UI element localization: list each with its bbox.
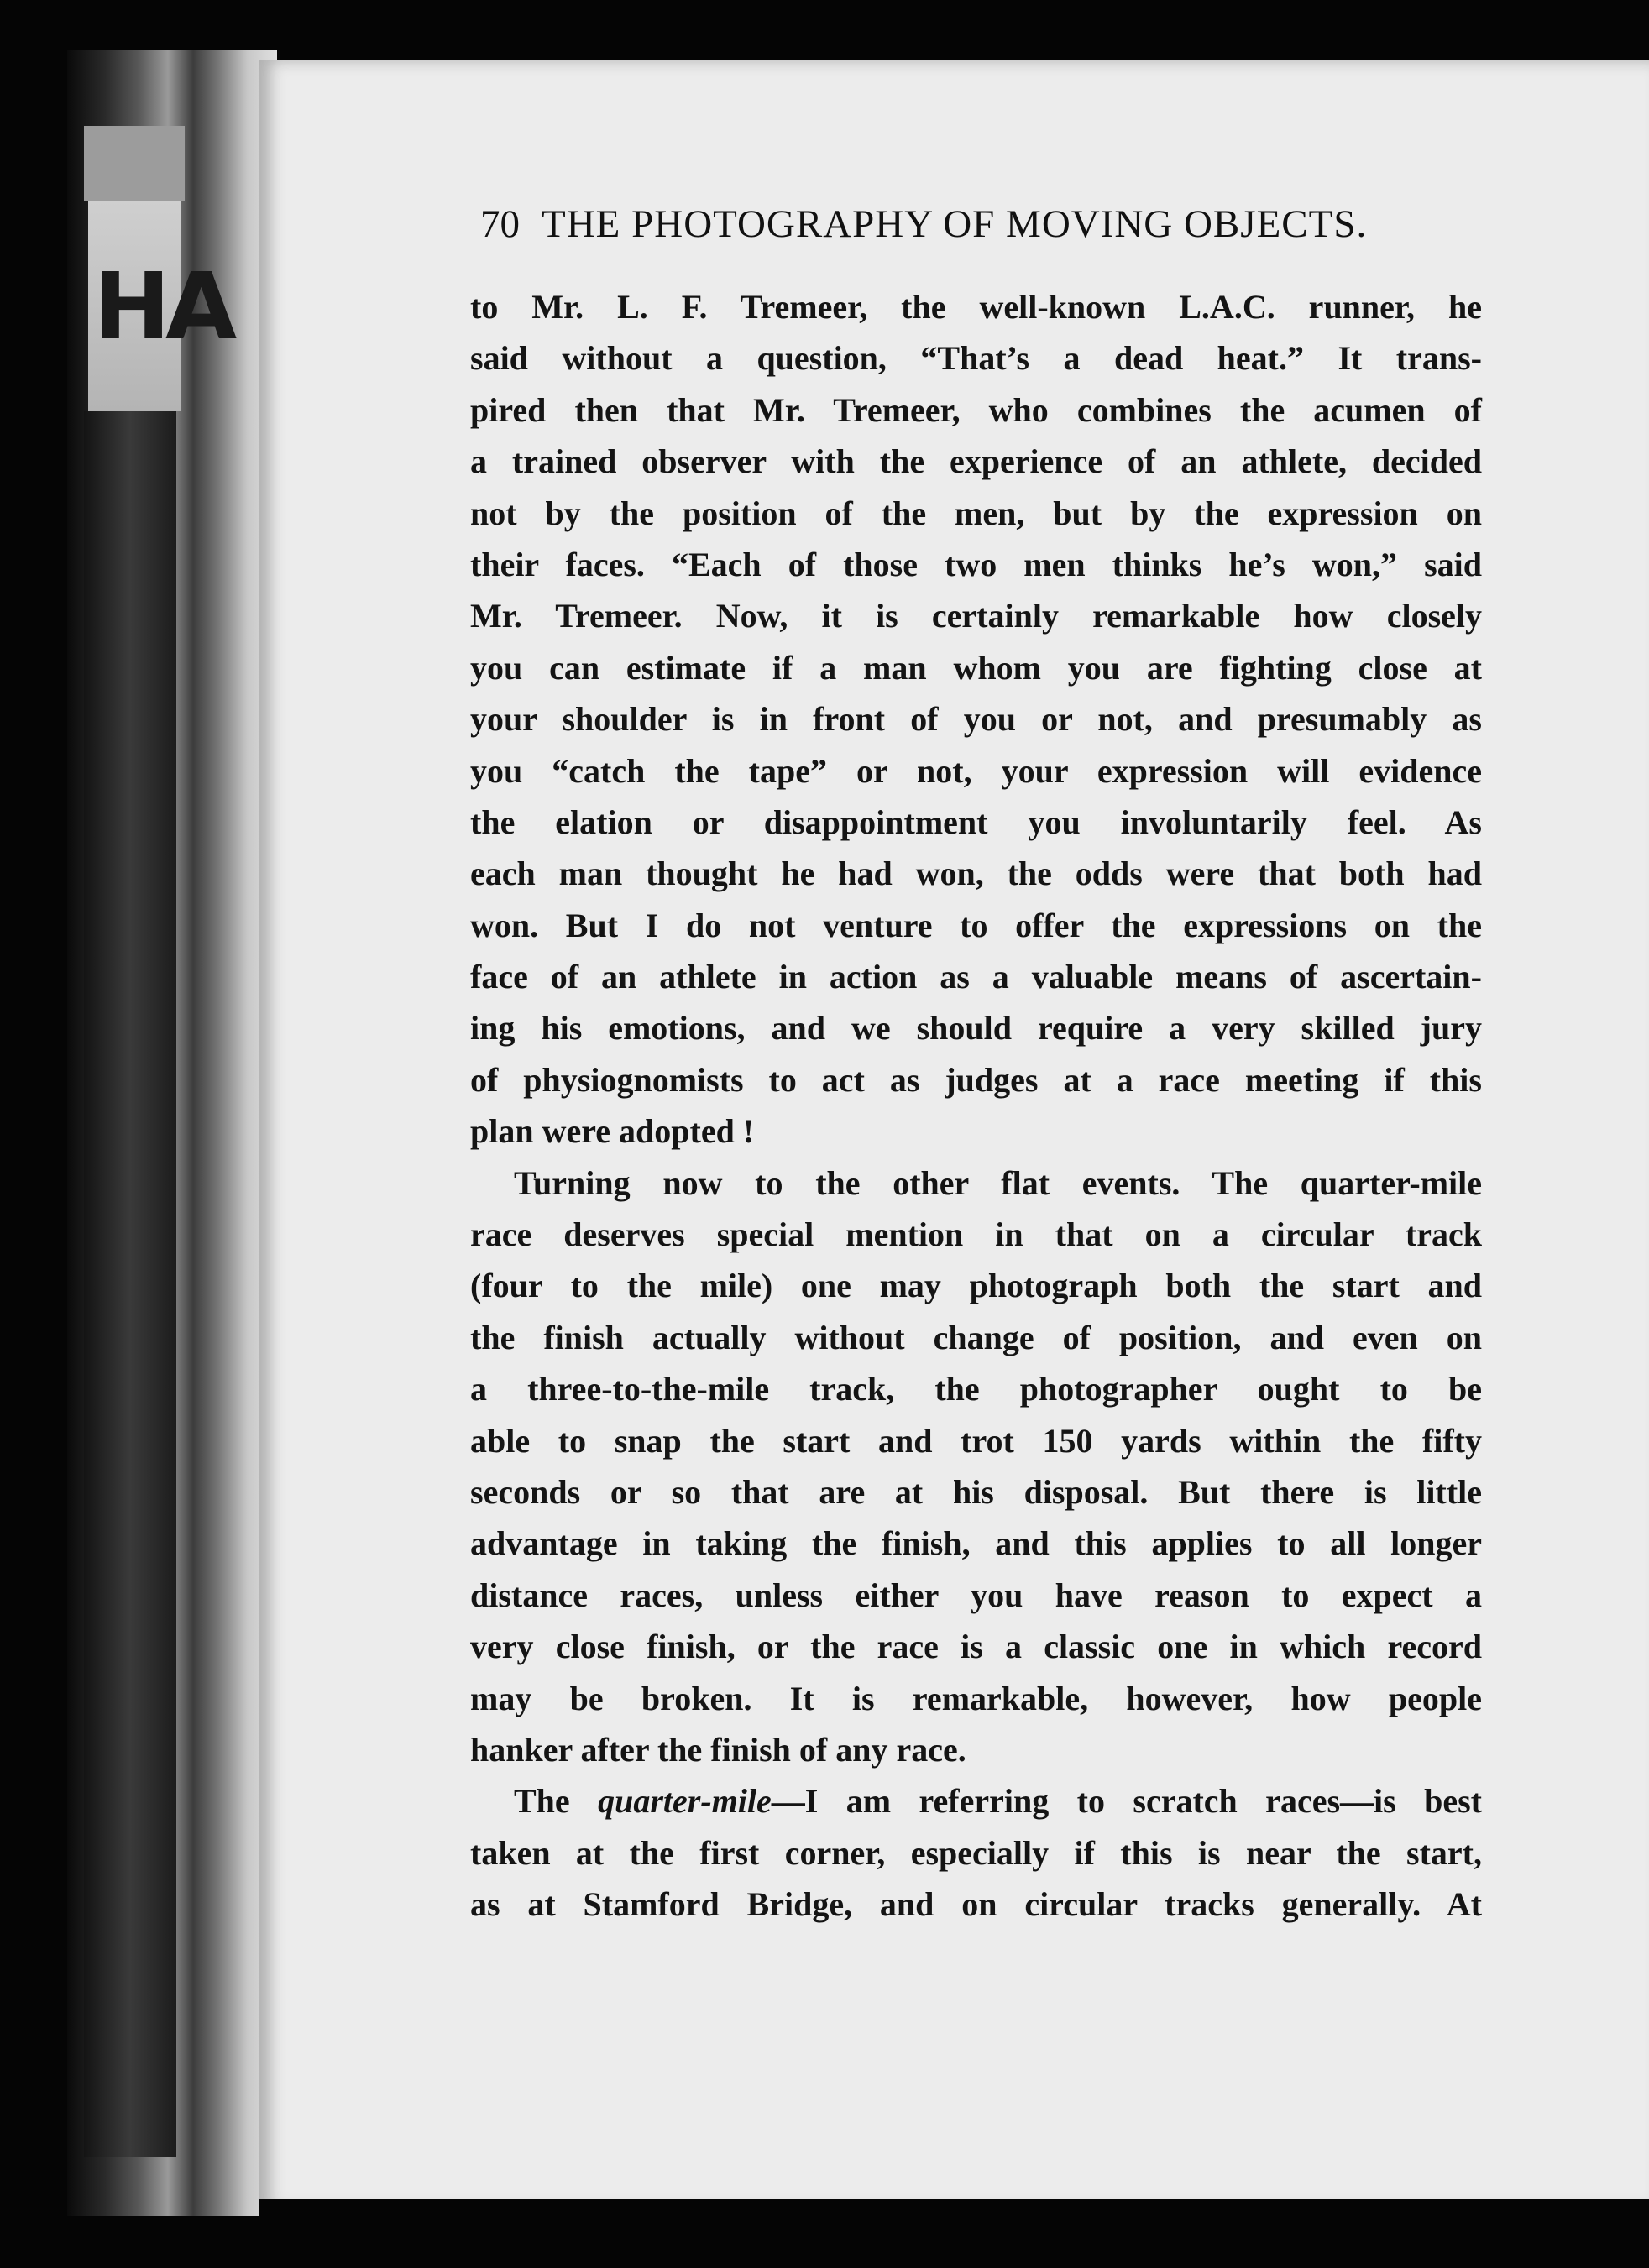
text-line: of physiognomists to act as judges at a race meeting if this <box>470 1060 1482 1099</box>
text-line: you “catch the tape” or not, your expression will evidence <box>470 751 1482 790</box>
text-line: Turning now to the other flat events. The quarter-mile <box>514 1163 1482 1202</box>
spine-band <box>84 126 185 201</box>
text-line: may be broken. It is remarkable, however, how people <box>470 1679 1482 1717</box>
text-line: as at Stamford Bridge, and on circular tracks generally. At <box>470 1885 1482 1924</box>
text-line: advantage in taking the finish, and this applies to all longer <box>470 1524 1482 1563</box>
text-line: said without a question, “That’s a dead heat.” It trans- <box>470 339 1482 378</box>
text-line: face of an athlete in action as a valuable means of ascertain- <box>470 958 1482 996</box>
running-head <box>480 201 1446 260</box>
text-fragment: The <box>514 1782 599 1821</box>
text-line: race deserves special mention in that on a circular track <box>470 1215 1482 1254</box>
text-line: the finish actually without change of position, and even on <box>470 1318 1482 1356</box>
text-line: a three-to-the-mile track, the photographer ought to be <box>470 1370 1482 1408</box>
text-line: a trained observer with the experience of an athlete, decided <box>470 442 1482 481</box>
text-line: hanker after the finish of any race. <box>470 1730 966 1769</box>
spine-lower <box>84 411 176 2157</box>
text-line: each man thought he had won, the odds were that both had <box>470 854 1482 893</box>
text-line: ing his emotions, and we should require a very skilled jury <box>470 1009 1482 1048</box>
text-line: (four to the mile) one may photograph both the start and <box>470 1267 1482 1305</box>
text-line: not by the position of the men, but by the expression on <box>470 494 1482 532</box>
text-line: taken at the first corner, especially if this is near the start, <box>470 1833 1482 1872</box>
text-fragment: —I am referring to scratch races—is best <box>771 1782 1482 1821</box>
body-text <box>470 281 1482 1931</box>
bottom-shadow <box>259 2199 1649 2268</box>
text-line: distance races, unless either you have reason to expect a <box>470 1576 1482 1614</box>
text-line: your shoulder is in front of you or not, and presumably as <box>470 700 1482 739</box>
text-line: you can estimate if a man whom you are fighting close at <box>470 648 1482 687</box>
text-line: won. But I do not venture to offer the expressions on the <box>470 906 1482 944</box>
text-line-mixed <box>470 1775 1482 1826</box>
text-line: Mr. Tremeer. Now, it is certainly remarkable how closely <box>470 597 1482 635</box>
text-line: the elation or disappointment you involuntarily feel. As <box>470 802 1482 841</box>
running-title: THE PHOTOGRAPHY OF MOVING OBJECTS. <box>542 202 1368 246</box>
text-line: very close finish, or the race is a classic one in which record <box>470 1628 1482 1666</box>
spine-label: HA <box>88 201 181 411</box>
text-line: to Mr. L. F. Tremeer, the well-known L.A.C. runner, he <box>470 288 1482 326</box>
text-line: pired then that Mr. Tremeer, who combines the acumen of <box>470 390 1482 429</box>
italic-term: quarter-mile <box>598 1782 772 1821</box>
text-line: plan were adopted ! <box>470 1112 755 1151</box>
text-line: seconds or so that are at his disposal. But there is little <box>470 1472 1482 1511</box>
page-number: 70 <box>480 202 520 246</box>
text-line: able to snap the start and trot 150 yards within the fifty <box>470 1421 1482 1460</box>
text-line: their faces. “Each of those two men thinks he’s won,” said <box>470 545 1482 583</box>
